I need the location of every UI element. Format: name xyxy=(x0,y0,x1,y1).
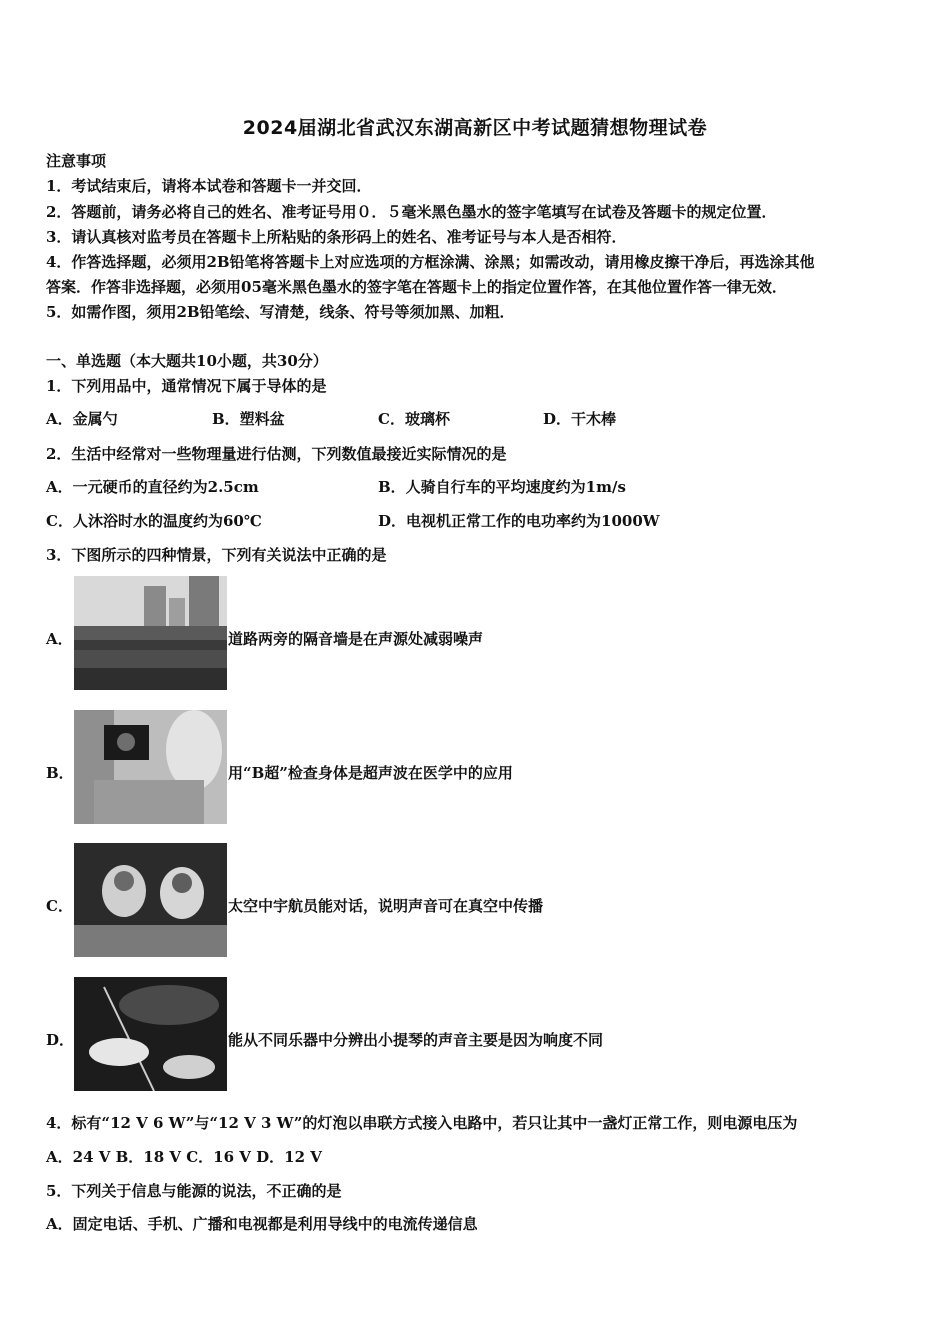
sound-barrier-photo xyxy=(74,576,227,690)
notice-line: 5．如需作图，须用2B铅笔绘、写清楚，线条、符号等须加黑、加粗． xyxy=(46,303,515,321)
notice-line: 答案．作答非选择题，必须用05毫米黑色墨水的签字笔在答题卡上的指定位置作答，在其他位置作答一律无效． xyxy=(46,278,787,296)
question-5-stem: 5．下列关于信息与能源的说法，不正确的是 xyxy=(46,1182,342,1200)
q3-option-a xyxy=(46,576,906,690)
option-text: 太空中宇航员能对话，说明声音可在真空中传播 xyxy=(228,897,544,915)
notice-heading: 注意事项 xyxy=(46,152,107,170)
q3-option-c xyxy=(46,843,906,957)
q5-option-a: A．固定电话、手机、广播和电视都是利用导线中的电流传递信息 xyxy=(46,1215,478,1233)
option-text: 能从不同乐器中分辨出小提琴的声音主要是因为响度不同 xyxy=(228,1031,604,1049)
option-letter: D． xyxy=(46,1031,75,1049)
q2-option-d: D．电视机正常工作的电功率约为1000W xyxy=(378,512,660,530)
ultrasound-photo xyxy=(74,710,227,824)
q2-option-a: A．一元硬币的直径约为2.5cm xyxy=(46,478,259,496)
option-text: 道路两旁的隔音墙是在声源处减弱噪声 xyxy=(228,630,484,648)
option-letter: B． xyxy=(46,764,74,782)
q2-option-c: C．人沐浴时水的温度约为60℃ xyxy=(46,512,262,530)
violin-photo xyxy=(74,977,227,1091)
question-4-stem: 4．标有“12 V 6 W”与“12 V 3 W”的灯泡以串联方式接入电路中，若只让其中一盏灯正常工作，则电源电压为 xyxy=(46,1114,798,1132)
notice-line: 4．作答选择题，必须用2B铅笔将答题卡上对应选项的方框涂满、涂黑；如需改动，请用橡皮擦干净后，再选涂其他 xyxy=(46,253,815,271)
q3-option-b xyxy=(46,710,906,824)
q1-option-c: C．玻璃杯 xyxy=(378,410,450,428)
page-title: 2024届湖北省武汉东湖高新区中考试题猜想物理试卷 xyxy=(242,117,708,139)
notice-line: 3．请认真核对监考员在答题卡上所粘贴的条形码上的姓名、准考证号与本人是否相符． xyxy=(46,228,627,246)
question-1-stem: 1．下列用品中，通常情况下属于导体的是 xyxy=(46,377,327,395)
astronauts-photo xyxy=(74,843,227,957)
section-heading: 一、单选题（本大题共10小题，共30分） xyxy=(46,352,328,370)
q4-options: A．24 V B．18 V C．16 V D．12 V xyxy=(46,1148,322,1166)
question-3-stem: 3．下图所示的四种情景，下列有关说法中正确的是 xyxy=(46,546,387,564)
option-letter: C． xyxy=(46,897,73,915)
notice-line: 2．答题前，请务必将自己的姓名、准考证号用０．５毫米黑色墨水的签字笔填写在试卷及答题卡的规定位置． xyxy=(46,203,777,221)
q2-option-b: B．人骑自行车的平均速度约为1m/s xyxy=(378,478,626,496)
option-letter: A． xyxy=(46,630,73,648)
question-2-stem: 2．生活中经常对一些物理量进行估测，下列数值最接近实际情况的是 xyxy=(46,445,507,463)
q1-option-d: D．干木棒 xyxy=(543,410,617,428)
q1-option-b: B．塑料盆 xyxy=(212,410,285,428)
notice-line: 1．考试结束后，请将本试卷和答题卡一并交回． xyxy=(46,177,372,195)
q3-option-d xyxy=(46,977,906,1091)
q1-option-a: A．金属勺 xyxy=(46,410,118,428)
option-text: 用“B超”检查身体是超声波在医学中的应用 xyxy=(228,764,513,782)
